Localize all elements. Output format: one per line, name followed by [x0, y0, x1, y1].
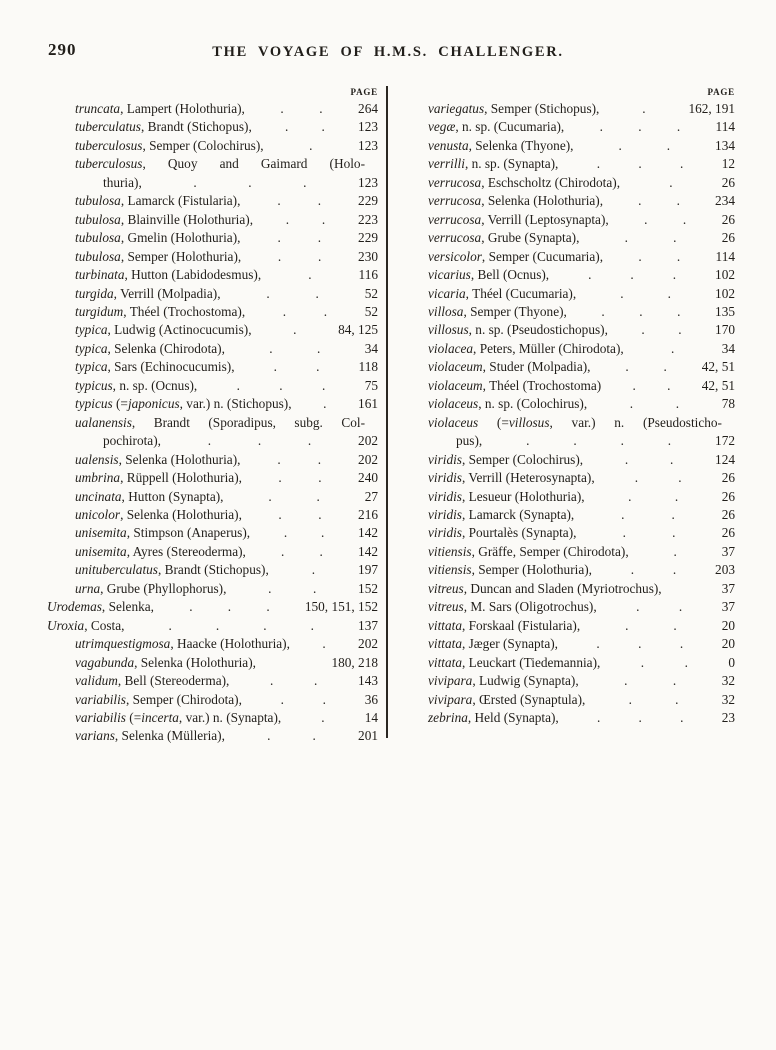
index-entry-line — [400, 192, 735, 210]
entry-text: viridis, Semper (Colochirus), — [428, 451, 584, 467]
entry-text: unicolor, Selenka (Holothuria), — [75, 506, 242, 522]
index-entry-line — [400, 506, 735, 524]
dot-leader: . . — [273, 359, 320, 375]
index-entry-line — [47, 691, 378, 709]
index-entry-line — [47, 118, 378, 136]
index-entry-line — [47, 248, 378, 266]
index-entry-line — [400, 155, 735, 173]
entry-page-ref: 116 — [358, 267, 378, 283]
entry-page-ref: 36 — [364, 691, 378, 707]
entry-page-ref: 170 — [715, 322, 735, 338]
index-entry-line — [47, 432, 378, 450]
index-entry-line — [400, 598, 735, 616]
entry-text: venusta, Selenka (Thyone), — [428, 137, 574, 153]
dot-leader: . . — [625, 359, 667, 375]
dot-leader: . . — [624, 451, 674, 467]
index-entry-line — [400, 617, 735, 635]
index-entry-line — [400, 303, 735, 321]
dot-leader: . . — [277, 248, 322, 264]
entry-page-ref: 52 — [364, 285, 378, 301]
dot-leader: . . — [622, 525, 676, 541]
dot-leader: . — [671, 340, 675, 356]
entry-text: ualensis, Selenka (Holothuria), — [75, 451, 241, 467]
index-entry-line — [47, 672, 378, 690]
index-entry-line — [400, 118, 735, 136]
index-entry-line — [47, 266, 378, 284]
dot-leader: . . — [268, 580, 317, 596]
dot-leader: . — [309, 137, 313, 153]
entry-text: turgida, Verrill (Molpadia), — [75, 285, 221, 301]
dot-leader: . . . — [599, 119, 681, 135]
index-entry-line — [400, 211, 735, 229]
entry-page-ref: 78 — [721, 396, 735, 412]
dot-leader: . . . — [596, 156, 684, 172]
entry-text: variabilis (=incerta, var.) n. (Synapta), — [75, 709, 282, 725]
entry-page-ref: 135 — [715, 303, 735, 319]
entry-page-ref: 124 — [715, 451, 735, 467]
entry-text: Uroxia, Costa, — [47, 617, 125, 633]
dot-leader: . . — [638, 193, 680, 209]
index-entry-line — [47, 414, 378, 432]
entry-text: vitreus, Duncan and Sladen (Myriotrochus), — [428, 580, 662, 596]
dot-leader: . . — [280, 101, 323, 116]
entry-text: viridis, Lesueur (Holothuria), — [428, 488, 585, 504]
entry-page-ref: 37 — [721, 599, 735, 615]
entry-text: vicarius, Bell (Ocnus), — [428, 267, 550, 283]
entry-text: typica, Sars (Echinocucumis), — [75, 359, 235, 375]
index-entry-line — [47, 561, 378, 579]
entry-text: vegæ, n. sp. (Cucumaria), — [428, 119, 565, 135]
entry-page-ref: 202 — [358, 636, 378, 652]
index-entry-line — [400, 321, 735, 339]
index-entry-line — [47, 192, 378, 210]
dot-leader: . . — [632, 377, 671, 393]
entry-page-ref: 152 — [358, 580, 378, 596]
entry-text: unisemita, Ayres (Stereoderma), — [75, 543, 246, 559]
entry-page-ref: 114 — [715, 119, 735, 135]
entry-page-ref: 123 — [358, 137, 378, 153]
entry-page-ref: 223 — [358, 211, 378, 227]
entry-text: verrucosa, Grube (Synapta), — [428, 230, 580, 246]
index-column-left — [47, 84, 378, 746]
entry-page-ref: 26 — [721, 211, 735, 227]
entry-page-ref: 216 — [358, 506, 378, 522]
index-entry-line — [47, 340, 378, 358]
dot-leader: . — [311, 562, 316, 578]
index-entry-line — [47, 451, 378, 469]
entry-text: tuberculosus, Semper (Colochirus), — [75, 137, 264, 153]
entry-text: verrucosa, Eschscholtz (Chirodota), — [428, 174, 621, 190]
index-entry-line — [400, 395, 735, 413]
entry-page-ref: 161 — [358, 396, 378, 412]
index-entry-line — [47, 377, 378, 395]
entry-text: viridis, Verrill (Heterosynapta), — [428, 470, 595, 486]
dot-leader: . . — [277, 230, 322, 246]
entry-page-ref: 27 — [364, 488, 378, 504]
dot-leader: . . . — [596, 709, 684, 725]
dot-leader: . . — [640, 654, 688, 670]
entry-page-ref: 197 — [358, 562, 378, 578]
index-entry-line — [47, 321, 378, 339]
dot-leader: . . . — [588, 267, 677, 283]
index-entry-line — [47, 617, 378, 635]
dot-leader: . . — [268, 488, 320, 504]
entry-page-ref: 230 — [358, 248, 378, 264]
entry-page-ref: 12 — [721, 156, 735, 172]
index-entry-line — [47, 395, 378, 413]
entry-text: vivipara, Œrsted (Synaptula), — [428, 691, 586, 707]
dot-leader: . . . — [601, 303, 681, 319]
index-entry-line — [400, 488, 735, 506]
running-title: THE VOYAGE OF H.M.S. CHALLENGER. — [212, 44, 564, 60]
dot-leader: . . . — [207, 433, 312, 449]
index-entry-line — [47, 488, 378, 506]
index-entry-line — [47, 580, 378, 598]
entry-page-ref: 118 — [358, 359, 378, 375]
dot-leader: . . — [629, 396, 680, 412]
index-entry-line — [47, 174, 378, 192]
dot-leader: . . — [618, 137, 671, 153]
index-entry-line — [400, 229, 735, 247]
index-entry-line — [400, 358, 735, 376]
entry-page-ref: 137 — [358, 617, 378, 633]
index-entry-line — [400, 414, 735, 432]
index-entry-line — [400, 561, 735, 579]
index-entry-line — [47, 137, 378, 155]
index-entry-line — [47, 709, 378, 727]
entry-text: vitreus, M. Sars (Oligotrochus), — [428, 599, 597, 615]
dot-leader: . . — [624, 230, 677, 246]
entry-text: tubulosa, Gmelin (Holothuria), — [75, 230, 241, 246]
index-entry-line — [47, 100, 378, 118]
dot-leader: . — [321, 709, 325, 725]
dot-leader: . . . — [236, 377, 326, 393]
entry-page-ref: 114 — [715, 248, 735, 264]
dot-leader: . . — [278, 506, 322, 522]
entry-page-ref: 123 — [358, 119, 378, 135]
index-entry-line — [400, 451, 735, 469]
index-entry-line — [400, 469, 735, 487]
entry-text: vitiensis, Gräffe, Semper (Chirodota), — [428, 543, 629, 559]
dot-leader: . . — [267, 728, 316, 744]
page-column-label-left: PAGE — [350, 87, 378, 97]
dot-leader: . . — [280, 691, 326, 707]
entry-page-ref: 234 — [715, 193, 735, 209]
dot-leader: . . — [284, 119, 325, 135]
entry-text: umbrina, Rüppell (Holothuria), — [75, 470, 242, 486]
index-column-right — [400, 84, 735, 727]
entry-page-ref: 37 — [721, 543, 735, 559]
entry-page-ref: 42, 51 — [701, 359, 735, 375]
dot-leader: . . — [628, 691, 679, 707]
index-entry-line — [47, 654, 378, 672]
entry-text: varians, Selenka (Mülleria), — [75, 728, 225, 744]
dot-leader: . — [293, 322, 297, 338]
entry-page-ref: 26 — [721, 470, 735, 486]
dot-leader: . . . — [193, 174, 307, 190]
entry-page-ref: 162, 191 — [688, 101, 735, 116]
index-entry-line — [400, 580, 735, 598]
index-entry-line — [400, 285, 735, 303]
entry-text: vicaria, Théel (Cucumaria), — [428, 285, 577, 301]
dot-leader: . . . . — [526, 433, 672, 449]
entry-text: violaceum, Théel (Trochostoma) — [428, 377, 602, 393]
entry-page-ref: 26 — [721, 506, 735, 522]
entry-page-ref: 34 — [721, 340, 735, 356]
index-entry-line — [400, 654, 735, 672]
dot-leader: . . — [266, 285, 319, 301]
entry-page-ref: 229 — [358, 230, 378, 246]
entry-text: Urodemas, Selenka, — [47, 599, 154, 615]
entry-text: vittata, Forskaal (Fistularia), — [428, 617, 581, 633]
dot-leader: . . — [620, 285, 671, 301]
column-divider — [386, 86, 388, 738]
page-number: 290 — [48, 40, 77, 59]
index-entry-line — [400, 543, 735, 561]
entry-text: typicus (=japonicus, var.) n. (Stichopus), — [75, 396, 292, 412]
entry-text: tuberculatus, Brandt (Stichopus), — [75, 119, 252, 135]
entry-page-ref: 180, 218 — [331, 654, 378, 670]
entry-page-ref: 201 — [358, 728, 378, 744]
index-entry-line — [400, 137, 735, 155]
entry-text: versicolor, Semper (Cucumaria), — [428, 248, 604, 264]
entry-text: violaceus (=villosus, var.) n. (Pseudosticho- — [428, 414, 722, 430]
entry-text: pus), — [456, 433, 483, 449]
entry-text: viridis, Pourtalès (Synapta), — [428, 525, 577, 541]
index-entry-line — [47, 285, 378, 303]
dot-leader: . . — [625, 617, 677, 633]
entry-text: turbinata, Hutton (Labidodesmus), — [75, 267, 262, 283]
entry-text: unisemita, Stimpson (Anaperus), — [75, 525, 251, 541]
dot-leader: . . — [636, 599, 683, 615]
dot-leader: . — [673, 543, 677, 559]
dot-leader: . . — [641, 322, 682, 338]
entry-page-ref: 172 — [715, 433, 735, 449]
entry-page-ref: 75 — [364, 377, 378, 393]
entry-text: urna, Grube (Phyllophorus), — [75, 580, 227, 596]
entry-page-ref: 42, 51 — [701, 377, 735, 393]
dot-leader: . — [323, 396, 327, 412]
entry-text: verrucosa, Selenka (Holothuria), — [428, 193, 604, 209]
dot-leader: . . — [628, 488, 679, 504]
index-entry-line — [47, 727, 378, 745]
index-entry-line — [47, 358, 378, 376]
entry-page-ref: 52 — [364, 303, 378, 319]
entry-text: variabilis, Semper (Chirodota), — [75, 691, 242, 707]
entry-page-ref: 264 — [358, 101, 378, 116]
entry-page-ref: 134 — [715, 137, 735, 153]
entry-text: tubulosa, Blainville (Holothuria), — [75, 211, 254, 227]
entry-page-ref: 26 — [721, 174, 735, 190]
index-entry-line — [47, 469, 378, 487]
entry-text: zebrina, Held (Synapta), — [428, 709, 559, 725]
entry-page-ref: 229 — [358, 193, 378, 209]
entry-page-ref: 26 — [721, 525, 735, 541]
dot-leader: . . — [269, 340, 321, 356]
entry-text: vivipara, Ludwig (Synapta), — [428, 673, 579, 689]
index-entry-line — [47, 303, 378, 321]
index-entry-line — [47, 635, 378, 653]
entry-text: typicus, n. sp. (Ocnus), — [75, 377, 198, 393]
entry-page-ref: 32 — [721, 673, 735, 689]
dot-leader: . — [322, 636, 326, 652]
entry-text: variegatus, Semper (Stichopus), — [428, 101, 600, 116]
entry-page-ref: 142 — [358, 525, 378, 541]
index-entry-line — [400, 691, 735, 709]
entry-text: villosa, Semper (Thyone), — [428, 303, 567, 319]
dot-leader: . . . . — [168, 617, 314, 633]
entry-text: uncinata, Hutton (Synapta), — [75, 488, 224, 504]
entry-page-ref: 14 — [364, 709, 378, 725]
index-entry-line — [400, 100, 735, 118]
dot-leader: . . — [281, 543, 323, 559]
index-entry-line — [400, 709, 735, 727]
index-entry-line — [47, 506, 378, 524]
entry-text: typica, Selenka (Chirodota), — [75, 340, 225, 356]
entry-page-ref: 240 — [358, 470, 378, 486]
index-entry-line — [400, 524, 735, 542]
entry-text: vagabunda, Selenka (Holothuria), — [75, 654, 256, 670]
entry-page-ref: 26 — [721, 488, 735, 504]
index-entry-line — [47, 524, 378, 542]
entry-text: truncata, Lampert (Holothuria), — [75, 101, 245, 116]
index-entries-right — [400, 100, 735, 727]
index-entry-line — [47, 211, 378, 229]
entry-page-ref: 123 — [358, 174, 378, 190]
dot-leader: . . — [277, 451, 322, 467]
entry-page-ref: 203 — [715, 562, 735, 578]
dot-leader: . . — [285, 211, 326, 227]
entry-text: pochirota), — [103, 433, 161, 449]
entry-text: violaceum, Studer (Molpadia), — [428, 359, 591, 375]
index-entry-line — [400, 174, 735, 192]
entry-page-ref: 143 — [358, 673, 378, 689]
dot-leader: . . — [621, 506, 675, 522]
entry-text: turgidum, Théel (Trochostoma), — [75, 303, 246, 319]
entry-page-ref: 20 — [721, 636, 735, 652]
index-entry-line — [400, 248, 735, 266]
entry-text: utrimquestigmosa, Haacke (Holothuria), — [75, 636, 290, 652]
entry-text: validum, Bell (Stereoderma), — [75, 673, 230, 689]
dot-leader: . . — [624, 673, 677, 689]
index-entry-line — [400, 635, 735, 653]
entry-text: vittata, Jæger (Synapta), — [428, 636, 558, 652]
entry-text: villosus, n. sp. (Pseudostichopus), — [428, 322, 608, 338]
entry-text: vittata, Leuckart (Tiedemannia), — [428, 654, 601, 670]
dot-leader: . . — [270, 673, 318, 689]
index-entry-line — [47, 598, 378, 616]
entry-page-ref: 84, 125 — [338, 322, 378, 338]
index-entry-line — [400, 266, 735, 284]
dot-leader: . — [308, 267, 312, 283]
dot-leader: . . — [638, 248, 681, 264]
dot-leader: . . — [282, 303, 328, 319]
entry-page-ref: 150, 151, 152 — [304, 599, 378, 615]
entry-text: verrilli, n. sp. (Synapta), — [428, 156, 559, 172]
entry-text: violaceus, n. sp. (Colochirus), — [428, 396, 588, 412]
dot-leader: . . — [277, 193, 322, 209]
entry-text: viridis, Lamarck (Synapta), — [428, 506, 575, 522]
entry-page-ref: 202 — [358, 451, 378, 467]
entry-text: tubulosa, Semper (Holothuria), — [75, 248, 242, 264]
index-entry-line — [47, 229, 378, 247]
index-entry-line — [400, 672, 735, 690]
entry-text: violacea, Peters, Müller (Chirodota), — [428, 340, 624, 356]
index-entry-line — [47, 543, 378, 561]
entry-text: verrucosa, Verrill (Leptosynapta), — [428, 211, 609, 227]
dot-leader: . . — [278, 470, 322, 486]
dot-leader: . — [669, 174, 673, 190]
entry-page-ref: 202 — [358, 433, 378, 449]
entry-text: tuberculosus, Quoy and Gaimard (Holo- — [75, 156, 365, 172]
entry-text: thuria), — [103, 174, 142, 190]
entry-page-ref: 102 — [715, 285, 735, 301]
index-entry-line — [400, 432, 735, 450]
page-column-label-right: PAGE — [707, 87, 735, 97]
entry-page-ref: 20 — [721, 617, 735, 633]
entry-page-ref: 0 — [728, 654, 735, 670]
index-entry-line — [400, 340, 735, 358]
entry-page-ref: 23 — [721, 709, 735, 725]
dot-leader: . . . — [189, 599, 270, 615]
entry-page-ref: 26 — [721, 230, 735, 246]
index-entries-left — [47, 100, 378, 746]
dot-leader: . . — [634, 470, 682, 486]
dot-leader: . — [642, 101, 646, 116]
entry-text: tubulosa, Lamarck (Fistularia), — [75, 193, 241, 209]
index-entry-line — [400, 377, 735, 395]
dot-leader: . . — [630, 562, 677, 578]
dot-leader: . . — [644, 211, 687, 227]
entry-text: unituberculatus, Brandt (Stichopus), — [75, 562, 269, 578]
entry-page-ref: 142 — [358, 543, 378, 559]
entry-page-ref: 32 — [721, 691, 735, 707]
entry-page-ref: 34 — [364, 340, 378, 356]
entry-text: typica, Ludwig (Actinocucumis), — [75, 322, 252, 338]
entry-text: vitiensis, Semper (Holothuria), — [428, 562, 592, 578]
entry-text: ualanensis, Brandt (Sporadipus, subg. Col- — [75, 414, 365, 430]
entry-page-ref: 37 — [721, 580, 735, 596]
dot-leader: . . — [283, 525, 325, 541]
entry-page-ref: 102 — [715, 267, 735, 283]
dot-leader: . . . — [596, 636, 684, 652]
index-entry-line — [47, 155, 378, 173]
